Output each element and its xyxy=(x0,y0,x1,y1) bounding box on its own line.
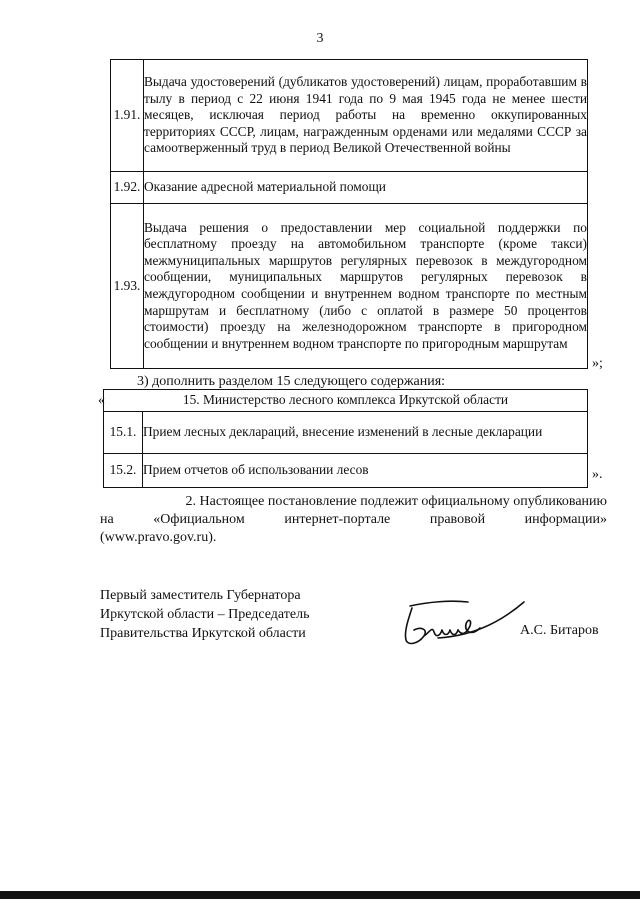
signatory-title-line: Иркутской области – Председатель xyxy=(100,607,310,622)
row-number: 15.1. xyxy=(104,412,143,454)
table-header-row xyxy=(104,390,588,412)
row-text: Выдача удостоверений (дубликатов удостоверений) лицам, проработавшим в тылу в период с 22 июня 1941 года по 9 мая 1945 года не менее шести месяцев, исключая период работы на временно оккупированных территориях СССР, лицам, награжденным орденами или медалями СССР за самоотверженный труд в период Великой Отечественной войны xyxy=(144,60,588,172)
word: правовой xyxy=(429,512,486,527)
table-row xyxy=(104,454,588,488)
add-section-paragraph: 3) дополнить разделом 15 следующего содержания: xyxy=(137,374,446,389)
row-text: Выдача решения о предоставлении мер социальной поддержки по бесплатному проезду на автомобильном транспорте (кроме такси) межмуниципальных маршрутов регулярных перевозок в междугородном сообщении, муниципальных маршрутов регулярных перевозок в междугородном сообщении и внутреннем водном транспорте по местным маршрутам и бесплатному (либо с оплатой в размере 50 процентов стоимости) проезду на железнодорожном транспорте в пригородном сообщении и внутреннем водном транспорте по пригородным маршрутам xyxy=(144,204,588,369)
scan-edge-bar xyxy=(0,891,640,899)
signatory-title xyxy=(100,586,309,643)
row-text: Прием лесных деклараций, внесение изменений в лесные декларации xyxy=(143,412,588,454)
closing-quote-mark: »; xyxy=(592,356,603,371)
table-row xyxy=(111,60,588,172)
handwritten-signature xyxy=(398,596,528,654)
closing-quote-mark: ». xyxy=(592,467,603,482)
signer-name: А.С. Битаров xyxy=(520,623,599,638)
row-text: Оказание адресной материальной помощи xyxy=(144,172,588,204)
row-text: Прием отчетов об использовании лесов xyxy=(143,454,588,488)
word: информации» xyxy=(524,512,607,527)
signatory-title-line: Первый заместитель Губернатора xyxy=(100,588,301,603)
row-number: 1.93. xyxy=(111,204,144,369)
table-row xyxy=(111,204,588,369)
table-row xyxy=(111,172,588,204)
opening-quote-mark: « xyxy=(98,393,105,408)
page-number: 3 xyxy=(316,31,324,46)
row-number: 15.2. xyxy=(104,454,143,488)
table-row xyxy=(104,412,588,454)
publication-paragraph-line1: 2. Настоящее постановление подлежит официальному опубликованию xyxy=(185,494,607,509)
section-header: 15. Министерство лесного комплекса Иркутской области xyxy=(104,390,588,412)
publication-paragraph-line3: (www.pravo.gov.ru). xyxy=(100,530,217,545)
word: на xyxy=(100,512,114,527)
publication-paragraph-line2 xyxy=(100,511,607,528)
word: «Официальном xyxy=(153,512,245,527)
row-number: 1.91. xyxy=(111,60,144,172)
row-number: 1.92. xyxy=(111,172,144,204)
word: интернет-портале xyxy=(284,512,391,527)
signatory-title-line: Правительства Иркутской области xyxy=(100,626,306,641)
section-15-table xyxy=(103,389,588,488)
services-table-continued xyxy=(110,59,588,369)
